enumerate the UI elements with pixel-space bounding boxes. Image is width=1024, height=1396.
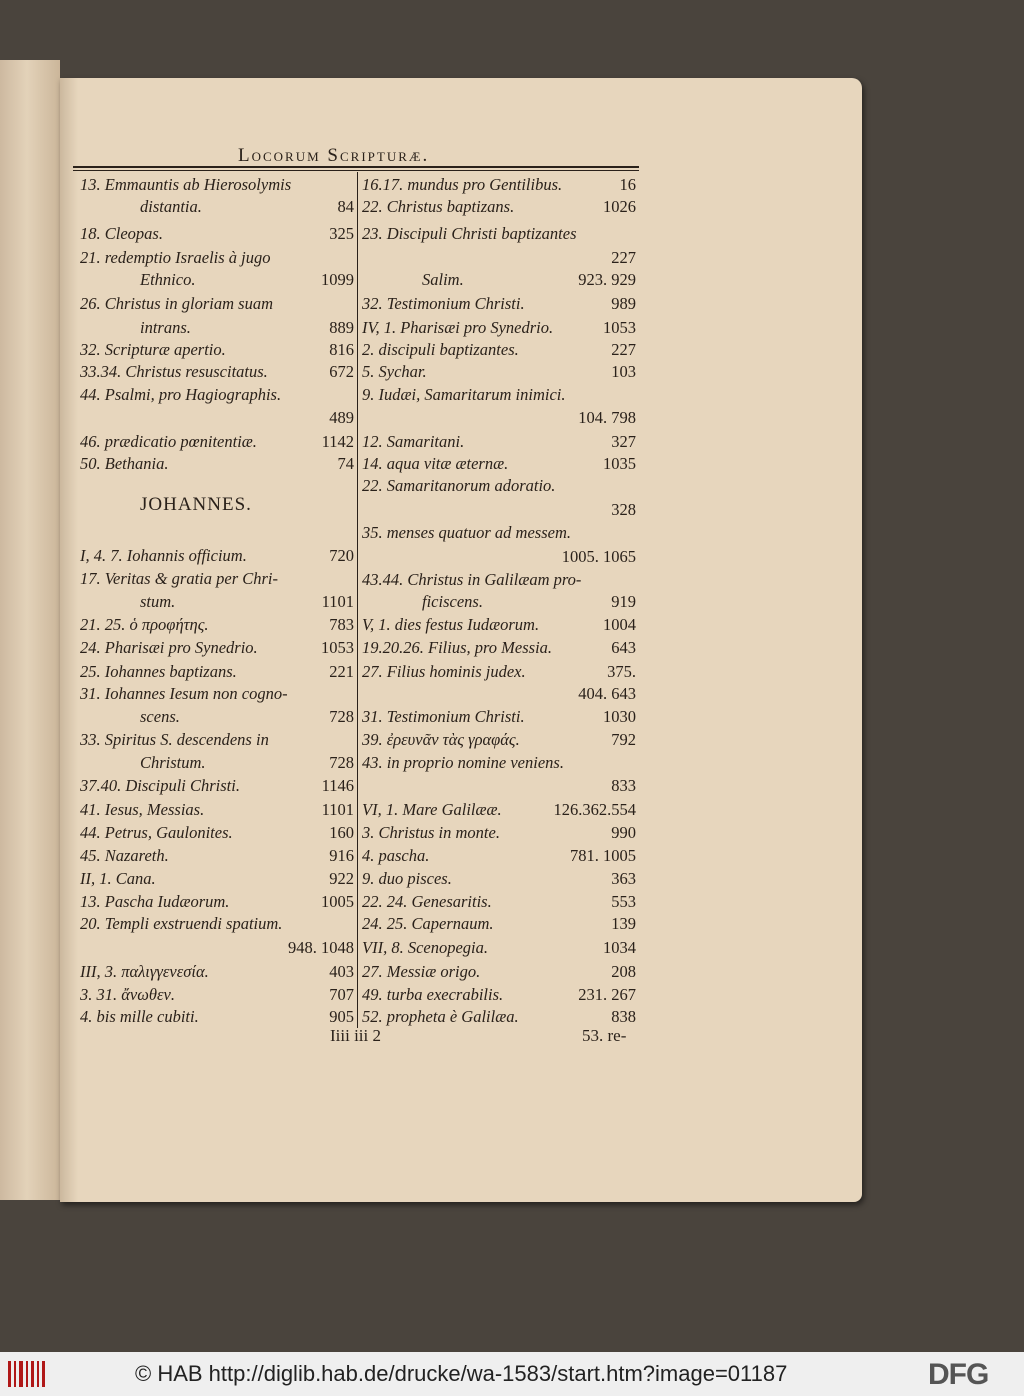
left-entry: 37.40. Discipuli Christi. <box>80 776 240 795</box>
right-page-number: 643 <box>611 638 636 657</box>
left-entry: Christum. <box>140 753 206 772</box>
left-entry: 26. Christus in gloriam suam <box>80 294 273 313</box>
left-page-number: 84 <box>337 197 354 216</box>
right-entry: 22. 24. Genesaritis. <box>362 892 492 911</box>
left-page-number: 916 <box>329 846 354 865</box>
left-page-number: 728 <box>329 753 354 772</box>
right-entry: ficiscens. <box>422 592 483 611</box>
left-page-number: 1053 <box>321 638 354 657</box>
left-entry: 44. Petrus, Gaulonites. <box>80 823 233 842</box>
right-page-number: 1004 <box>603 615 636 634</box>
left-page-number: 1101 <box>321 592 354 611</box>
right-page-number: 363 <box>611 869 636 888</box>
section-title-johannes: JOHANNES. <box>140 494 252 515</box>
right-page-number: 227 <box>611 248 636 267</box>
right-page-number: 1034 <box>603 938 636 957</box>
left-entry: 3. 31. ἄνωθεν. <box>80 985 175 1004</box>
left-page-number: 948. 1048 <box>288 938 354 957</box>
right-entry: VI, 1. Mare Galilææ. <box>362 800 502 819</box>
left-entry: 20. Templi exstruendi spatium. <box>80 914 283 933</box>
left-page-number: 783 <box>329 615 354 634</box>
right-entry: Salim. <box>422 270 464 289</box>
left-page-number: 1101 <box>321 800 354 819</box>
right-page-number: 781. 1005 <box>570 846 636 865</box>
left-page-number: 221 <box>329 662 354 681</box>
left-entry: II, 1. Cana. <box>80 869 156 888</box>
left-entry: 13. Pascha Iudæorum. <box>80 892 230 911</box>
left-entry: 18. Cleopas. <box>80 224 163 243</box>
right-page-number: 227 <box>611 340 636 359</box>
right-entry: 9. duo pisces. <box>362 869 452 888</box>
left-page-number: 1005 <box>321 892 354 911</box>
right-page-number: 1026 <box>603 197 636 216</box>
left-entry: 41. Iesus, Messias. <box>80 800 205 819</box>
left-entry: 13. Emmauntis ab Hierosolymis <box>80 175 292 194</box>
right-entry: VII, 8. Scenopegia. <box>362 938 488 957</box>
header-rule-lower <box>73 170 639 171</box>
right-entry: 35. menses quatuor ad messem. <box>362 523 571 542</box>
right-page-number: 327 <box>611 432 636 451</box>
left-entry: 4. bis mille cubiti. <box>80 1007 199 1026</box>
right-page-number: 375. <box>607 662 636 681</box>
left-page-number: 728 <box>329 707 354 726</box>
left-entry: stum. <box>140 592 176 611</box>
left-entry: 32. Scripturæ apertio. <box>80 340 226 359</box>
right-entry: 2. discipuli baptizantes. <box>362 340 519 359</box>
left-entry: 44. Psalmi, pro Hagiographis. <box>80 385 282 404</box>
left-entry: I, 4. 7. Iohannis officium. <box>80 546 247 565</box>
hab-barcode-logo-icon[interactable] <box>6 1357 48 1391</box>
right-entry: 27. Filius hominis judex. <box>362 662 526 681</box>
left-page-number: 707 <box>329 985 354 1004</box>
left-entry: 45. Nazareth. <box>80 846 169 865</box>
left-entry: Ethnico. <box>140 270 196 289</box>
right-page-number: 990 <box>611 823 636 842</box>
left-page-number: 1142 <box>321 432 354 451</box>
left-page-number: 720 <box>329 546 354 565</box>
right-entry: 43. in proprio nomine veniens. <box>362 753 564 772</box>
right-page-number: 1005. 1065 <box>561 547 636 566</box>
right-page-number: 126.362.554 <box>553 800 636 819</box>
column-divider <box>357 172 358 1028</box>
left-page-number: 74 <box>337 454 354 473</box>
right-page-number: 989 <box>611 294 636 313</box>
running-header: Locorum Scripturæ. <box>238 145 430 166</box>
right-page-number: 104. 798 <box>578 408 636 427</box>
right-entry: 19.20.26. Filius, pro Messia. <box>362 638 553 657</box>
right-entry: 5. Sychar. <box>362 362 427 381</box>
left-entry: 24. Pharisæi pro Synedrio. <box>80 638 258 657</box>
left-page-number: 325 <box>329 224 354 243</box>
left-page-number: 889 <box>329 318 354 337</box>
left-entry: 17. Veritas & gratia per Chri- <box>80 569 279 588</box>
right-entry: 4. pascha. <box>362 846 430 865</box>
right-page-number: 231. 267 <box>578 985 636 1004</box>
right-page-number: 919 <box>611 592 636 611</box>
left-page-number: 672 <box>329 362 354 381</box>
right-entry: 31. Testimonium Christi. <box>362 707 525 726</box>
right-entry: 49. turba execrabilis. <box>362 985 504 1004</box>
signature-mark: Iiii iii 2 <box>330 1026 381 1045</box>
copyright-link[interactable]: © HAB http://diglib.hab.de/drucke/wa-1583/start.htm?image=01187 <box>135 1361 788 1386</box>
left-entry: 21. redemptio Israelis à jugo <box>80 248 271 267</box>
right-entry: 12. Samaritani. <box>362 432 465 451</box>
right-entry: 16.17. mundus pro Gentilibus. <box>362 175 563 194</box>
right-page-number: 328 <box>611 500 636 519</box>
right-entry: 24. 25. Capernaum. <box>362 914 494 933</box>
right-entry: IV, 1. Pharisæi pro Synedrio. <box>362 318 554 337</box>
right-page-number: 1030 <box>603 707 636 726</box>
right-entry: 22. Samaritanorum adoratio. <box>362 476 556 495</box>
left-entry: 46. prædicatio pœnitentiæ. <box>80 432 257 451</box>
left-page-number: 922 <box>329 869 354 888</box>
dfg-logo[interactable]: DFG <box>928 1358 989 1391</box>
left-entry: III, 3. παλιγγενεσία. <box>80 962 209 981</box>
right-page-number: 1035 <box>603 454 636 473</box>
left-page-number: 1146 <box>321 776 354 795</box>
right-entry: 39. ἐρευνᾶν τὰς γραφάς. <box>362 730 520 749</box>
left-entry: 50. Bethania. <box>80 454 169 473</box>
left-entry: 21. 25. ὁ προφήτης. <box>80 615 209 634</box>
left-page-number: 1099 <box>321 270 354 289</box>
right-entry: 43.44. Christus in Galilæam pro- <box>362 570 582 589</box>
left-entry: 25. Iohannes baptizans. <box>80 662 237 681</box>
left-page-number: 905 <box>329 1007 354 1026</box>
header-rule <box>73 166 639 168</box>
left-page-number: 160 <box>329 823 354 842</box>
right-entry: 52. propheta è Galilæa. <box>362 1007 519 1026</box>
right-entry: 14. aqua vitæ æternæ. <box>362 454 509 473</box>
right-page-number: 208 <box>611 962 636 981</box>
right-page-number: 404. 643 <box>578 684 636 703</box>
left-entry: distantia. <box>140 197 202 216</box>
right-entry: 32. Testimonium Christi. <box>362 294 525 313</box>
right-page-number: 838 <box>611 1007 636 1026</box>
right-page-number: 139 <box>611 914 636 933</box>
left-page-number: 489 <box>329 408 354 427</box>
right-entry: 22. Christus baptizans. <box>362 197 515 216</box>
right-entry: 27. Messiæ origo. <box>362 962 481 981</box>
left-page-number: 816 <box>329 340 354 359</box>
right-page-number: 553 <box>611 892 636 911</box>
left-page-number: 403 <box>329 962 354 981</box>
right-entry: 3. Christus in monte. <box>362 823 500 842</box>
left-entry: 31. Iohannes Iesum non cogno- <box>80 684 288 703</box>
book-edge <box>0 60 60 1200</box>
right-entry: 23. Discipuli Christi baptizantes <box>362 224 577 243</box>
right-page-number: 103 <box>611 362 636 381</box>
left-entry: 33.34. Christus resuscitatus. <box>80 362 268 381</box>
left-entry: intrans. <box>140 318 191 337</box>
right-page-number: 833 <box>611 776 636 795</box>
catchword: 53. re- <box>582 1026 627 1045</box>
right-page-number: 1053 <box>603 318 636 337</box>
right-entry: V, 1. dies festus Iudæorum. <box>362 615 540 634</box>
right-page-number: 16 <box>619 175 636 194</box>
left-entry: 33. Spiritus S. descendens in <box>80 730 269 749</box>
left-entry: scens. <box>140 707 180 726</box>
right-entry: 9. Iudæi, Samaritarum inimici. <box>362 385 566 404</box>
right-page-number: 923. 929 <box>578 270 636 289</box>
right-page-number: 792 <box>611 730 636 749</box>
